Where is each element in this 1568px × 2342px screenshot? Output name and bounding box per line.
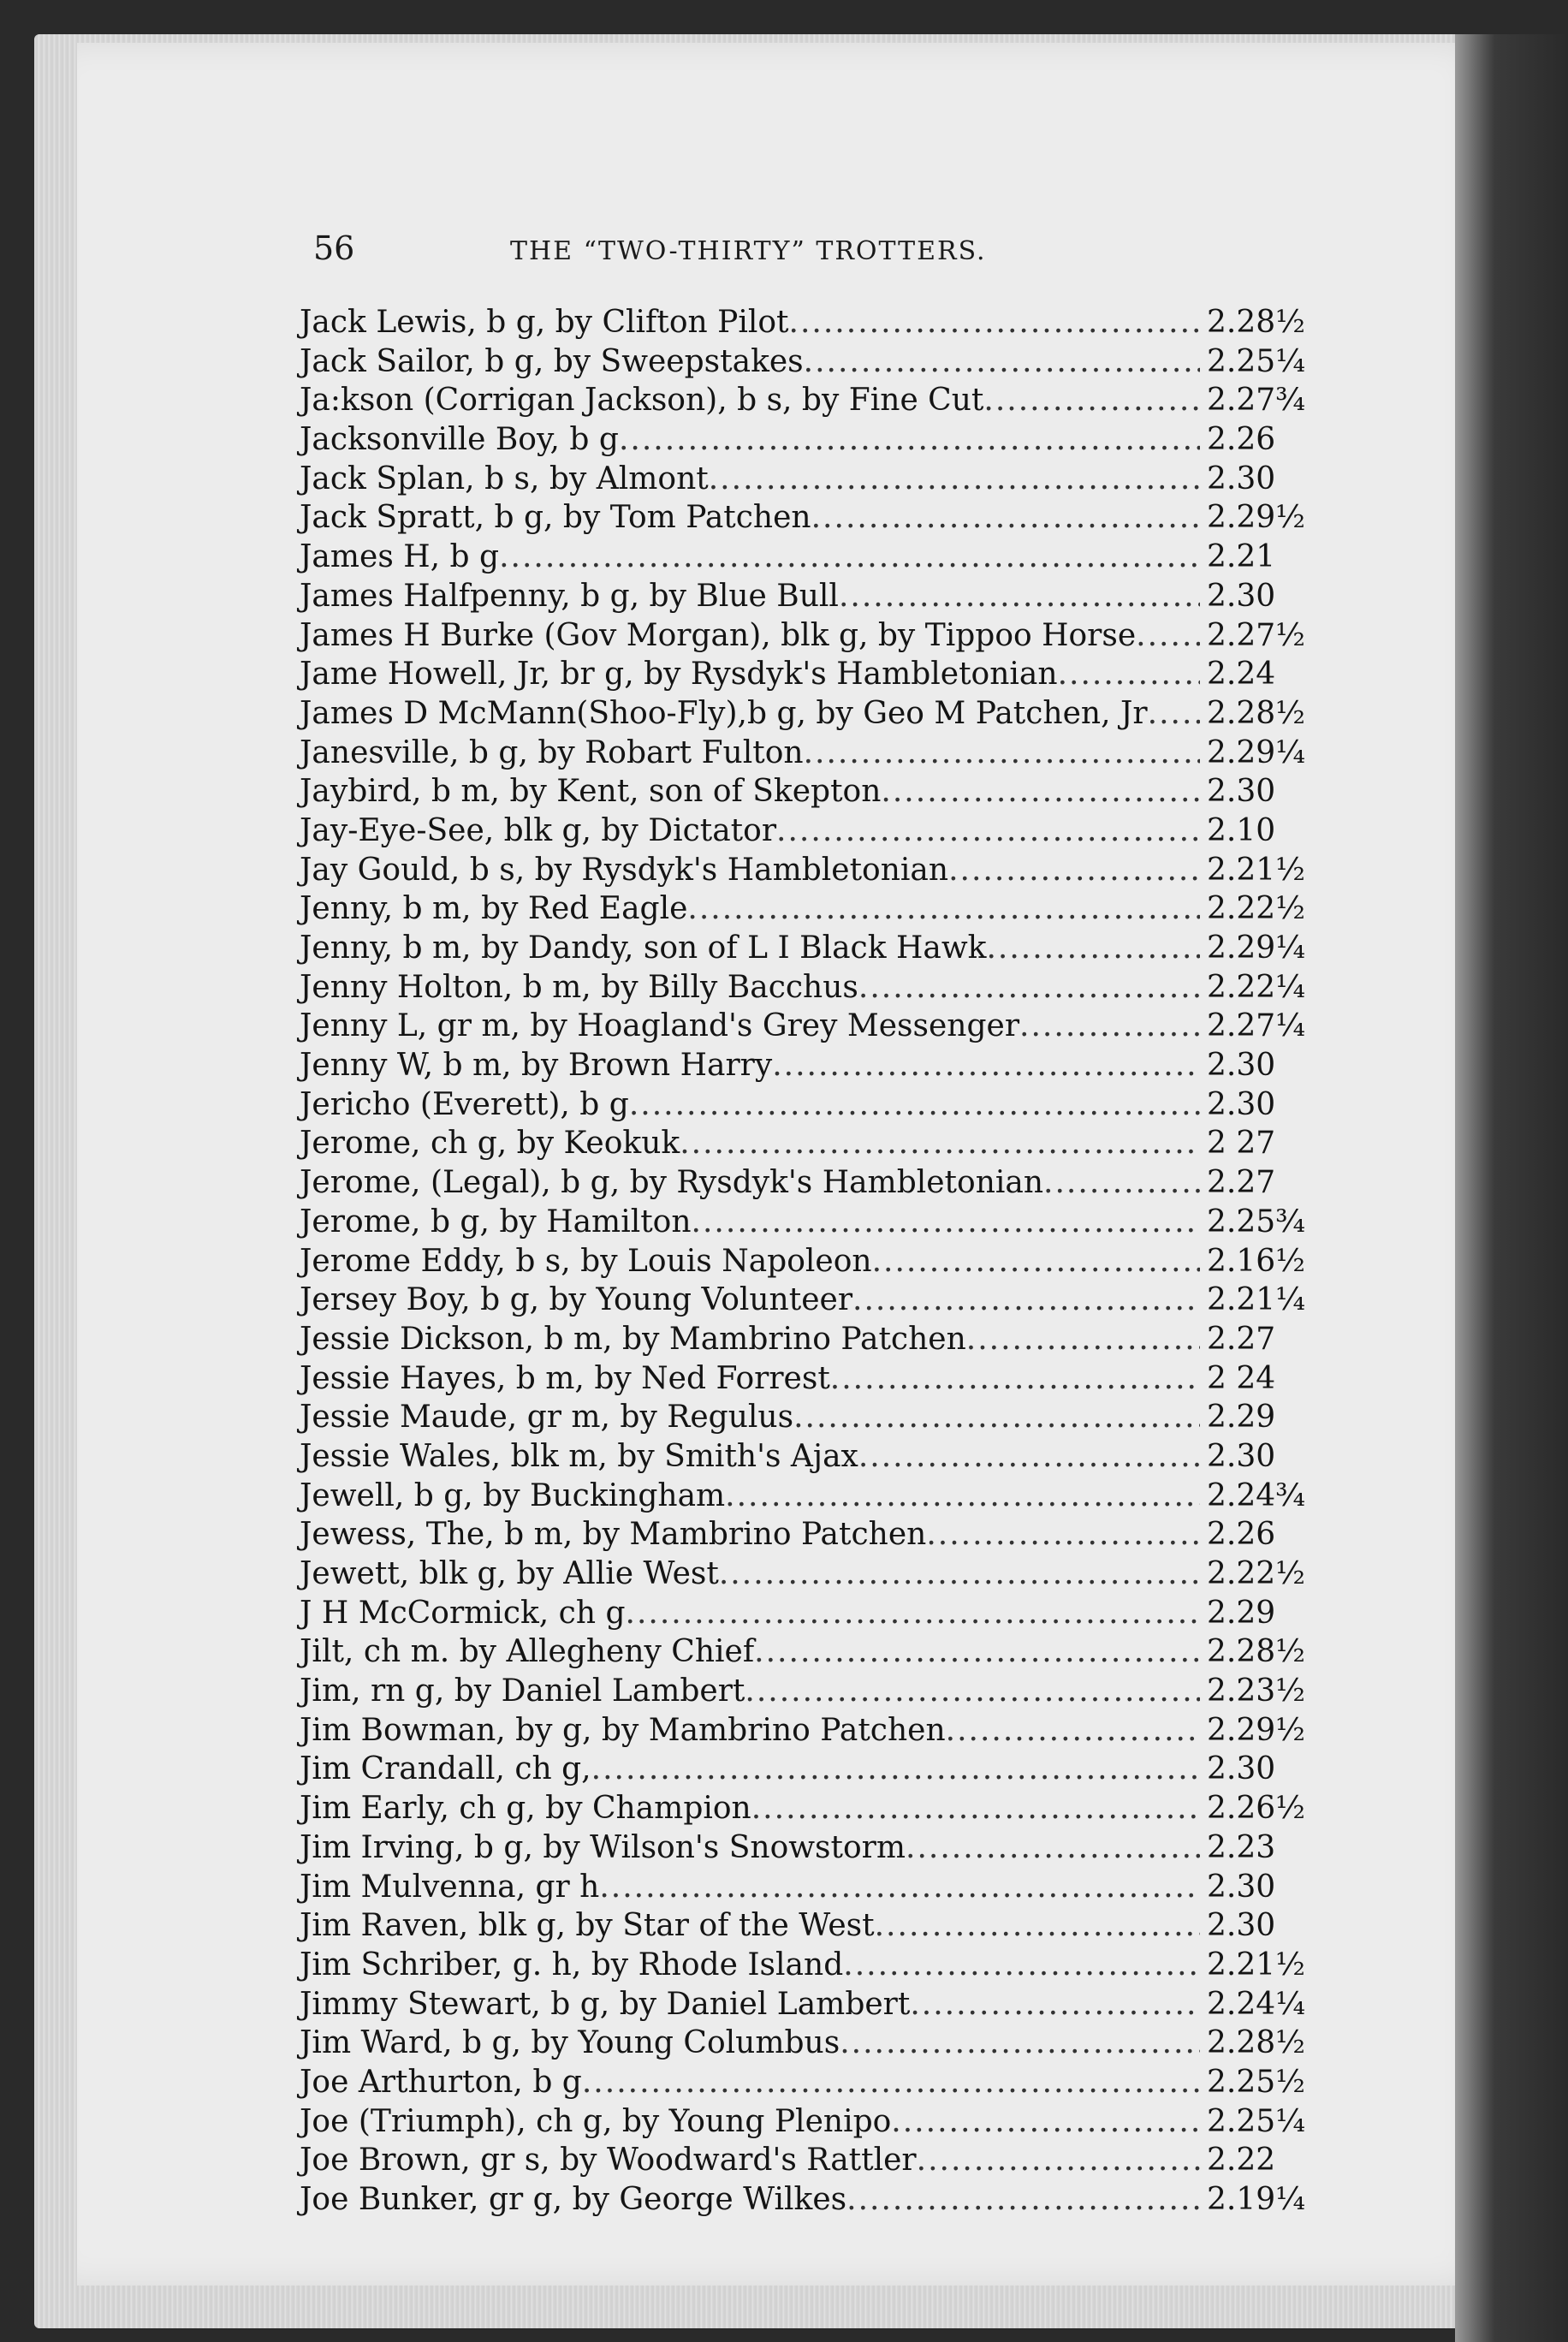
race-time: 2.16½ (1207, 1243, 1306, 1279)
dot-leader (875, 1906, 1200, 1946)
list-item (300, 538, 1292, 577)
horse-name: Jacksonville Boy, b g (300, 422, 619, 458)
list-item (300, 929, 1306, 968)
race-time: 2.27 (1207, 1165, 1276, 1201)
dot-leader (843, 1946, 1200, 1985)
dot-leader (830, 1359, 1200, 1399)
list-item (300, 1868, 1292, 1907)
horse-name: Jim, rn g, by Daniel Lambert (300, 1673, 745, 1709)
dot-leader (811, 498, 1200, 538)
dot-leader (1148, 694, 1200, 734)
list-item (300, 1789, 1306, 1828)
list-item (300, 498, 1306, 538)
dot-leader (917, 2141, 1200, 2180)
horse-name: Jericho (Everett), b g (300, 1086, 629, 1122)
race-time: 2.26½ (1207, 1791, 1306, 1827)
horse-name: James H, b g (300, 539, 500, 575)
horse-name: Jim Mulvenna, gr h (300, 1869, 600, 1905)
dot-leader (754, 1632, 1200, 1672)
race-time: 2.29 (1207, 1400, 1276, 1436)
dot-leader (772, 1046, 1200, 1085)
dot-leader (910, 1985, 1200, 2024)
list-item (300, 342, 1306, 382)
dot-leader (1136, 616, 1200, 656)
horse-name: Jack Lewis, b g, by Clifton Pilot (300, 305, 789, 340)
horse-name: Jenny, b m, by Dandy, son of L I Black Hawk (300, 930, 987, 966)
horse-name: James D McMann(Shoo-Fly),b g, by Geo M Patchen, Jr (300, 695, 1148, 731)
dot-leader (789, 303, 1200, 342)
horse-name: Jerome, b g, by Hamilton (300, 1204, 692, 1239)
dot-leader (751, 1789, 1200, 1828)
list-item (300, 655, 1292, 694)
list-item (300, 851, 1306, 890)
race-time: 2.30 (1207, 774, 1276, 810)
book-gutter-shadow (1455, 34, 1568, 2342)
list-item (300, 1437, 1292, 1477)
dot-leader (846, 2180, 1200, 2220)
race-time: 2.21½ (1207, 852, 1306, 888)
race-time: 2.28½ (1207, 2025, 1306, 2061)
horse-name: J H McCormick, ch g (300, 1595, 626, 1631)
dot-leader (840, 2024, 1200, 2063)
dot-leader (599, 1868, 1200, 1907)
dot-leader (858, 968, 1200, 1008)
dot-leader (1019, 1007, 1200, 1046)
list-item (300, 381, 1306, 420)
list-item (300, 968, 1306, 1008)
horse-name: Jessie Maude, gr m, by Regulus (300, 1400, 794, 1436)
race-time: 2.19¼ (1207, 2182, 1306, 2217)
race-time: 2.29¼ (1207, 734, 1306, 770)
list-item (300, 1594, 1292, 1633)
dot-leader (709, 460, 1200, 499)
horse-name: Jersey Boy, b g, by Young Volunteer (300, 1282, 853, 1318)
horse-name: Jack Splan, b s, by Almont (300, 461, 709, 496)
dot-leader (858, 1437, 1200, 1477)
dot-leader (591, 1750, 1200, 1789)
list-item (300, 772, 1292, 811)
list-item (300, 1281, 1306, 1320)
dot-leader (687, 889, 1200, 929)
race-time: 2.25¼ (1207, 343, 1306, 379)
list-item (300, 1163, 1292, 1203)
race-time: 2.21 (1207, 539, 1276, 575)
horse-name: Jewett, blk g, by Allie West (300, 1556, 719, 1591)
dot-leader (906, 1828, 1200, 1868)
dot-leader (852, 1281, 1200, 1320)
list-item (300, 1554, 1306, 1594)
race-time: 2.30 (1207, 461, 1276, 496)
list-item (300, 460, 1292, 499)
dot-leader (839, 577, 1200, 616)
dot-leader (680, 1124, 1200, 1163)
list-item (300, 1046, 1292, 1085)
race-time: 2.21¼ (1207, 1282, 1306, 1318)
horse-name: Jerome Eddy, b s, by Louis Napoleon (300, 1243, 872, 1279)
horse-name: Jimmy Stewart, b g, by Daniel Lambert (300, 1986, 911, 2022)
race-time: 2.21½ (1207, 1947, 1306, 1982)
dot-leader (946, 1711, 1200, 1751)
list-item (300, 1906, 1292, 1946)
race-time: 2.26 (1207, 1517, 1276, 1553)
dot-leader (582, 2063, 1200, 2102)
horse-name: Ja:kson (Corrigan Jackson), b s, by Fine Cut (300, 383, 984, 419)
race-time: 2.24¾ (1207, 1477, 1306, 1513)
horse-name: Jim Bowman, by g, by Mambrino Patchen (300, 1712, 946, 1748)
dot-leader (926, 1515, 1200, 1554)
horse-name: Jerome, (Legal), b g, by Rysdyk's Hambletonian (300, 1165, 1044, 1201)
horse-name: Jack Spratt, b g, by Tom Patchen (300, 500, 811, 536)
dot-leader (804, 342, 1200, 382)
race-time: 2.10 (1207, 812, 1276, 848)
list-item (300, 1007, 1306, 1046)
horse-name: Jewell, b g, by Buckingham (300, 1477, 726, 1513)
list-item (300, 1398, 1292, 1437)
race-time: 2.30 (1207, 1751, 1276, 1787)
list-item (300, 1203, 1306, 1242)
horse-name: Jilt, ch m. by Allegheny Chief (300, 1634, 755, 1670)
list-item (300, 1750, 1292, 1789)
race-time: 2.25½ (1207, 2064, 1306, 2100)
horse-name: Jerome, ch g, by Keokuk (300, 1126, 680, 1162)
horse-name: Jessie Wales, blk m, by Smith's Ajax (300, 1438, 858, 1474)
dot-leader (1043, 1163, 1200, 1203)
list-item (300, 1946, 1306, 1985)
horse-name: Janesville, b g, by Robart Fulton (300, 734, 804, 770)
dot-leader (983, 381, 1200, 420)
race-time: 2.22¼ (1207, 969, 1306, 1005)
list-item (300, 2063, 1306, 2102)
list-item (300, 2102, 1306, 2142)
race-time: 2.30 (1207, 1869, 1276, 1905)
dot-leader (793, 1398, 1200, 1437)
horse-name: Jenny Holton, b m, by Billy Bacchus (300, 969, 858, 1005)
race-time: 2.24¼ (1207, 1986, 1306, 2022)
race-time: 2.30 (1207, 1086, 1276, 1122)
race-time: 2.28½ (1207, 305, 1306, 340)
dot-leader (719, 1554, 1200, 1594)
dot-leader (745, 1672, 1200, 1711)
race-time: 2 24 (1207, 1360, 1276, 1396)
horse-name: Jack Sailor, b g, by Sweepstakes (300, 343, 804, 379)
race-time: 2.28½ (1207, 695, 1306, 731)
horse-name: Jewess, The, b m, by Mambrino Patchen (300, 1517, 927, 1553)
list-item (300, 694, 1306, 734)
list-item (300, 1711, 1306, 1751)
dot-leader (804, 734, 1200, 773)
race-time: 2.27½ (1207, 617, 1306, 653)
dot-leader (881, 772, 1200, 811)
dot-leader (629, 1085, 1200, 1125)
race-time: 2.29½ (1207, 1712, 1306, 1748)
dot-leader (948, 851, 1200, 890)
dot-leader (891, 2102, 1200, 2142)
trotter-list (300, 303, 1306, 2220)
page-header (313, 229, 1280, 272)
list-item (300, 420, 1292, 460)
race-time: 2.25¾ (1207, 1204, 1306, 1239)
race-time: 2.23 (1207, 1829, 1276, 1865)
list-item (300, 1085, 1292, 1125)
list-item (300, 1242, 1306, 1281)
list-item (300, 1477, 1306, 1516)
race-time: 2.22½ (1207, 891, 1306, 927)
race-time: 2 27 (1207, 1126, 1276, 1162)
horse-name: Jenny, b m, by Red Eagle (300, 891, 688, 927)
horse-name: Jessie Dickson, b m, by Mambrino Patchen (300, 1321, 966, 1357)
race-time: 2.25¼ (1207, 2103, 1306, 2139)
race-time: 2.23½ (1207, 1673, 1306, 1709)
dot-leader (499, 538, 1200, 577)
horse-name: Jim Schriber, g. h, by Rhode Island (300, 1947, 844, 1982)
list-item (300, 1632, 1306, 1672)
horse-name: Jim Ward, b g, by Young Columbus (300, 2025, 840, 2061)
race-time: 2.26 (1207, 422, 1276, 458)
list-item (300, 1828, 1292, 1868)
dot-leader (725, 1477, 1200, 1516)
dot-leader (872, 1242, 1200, 1281)
race-time: 2.22 (1207, 2143, 1276, 2179)
horse-name: Jim Irving, b g, by Wilson's Snowstorm (300, 1829, 906, 1865)
list-item (300, 303, 1306, 342)
horse-name: James H Burke (Gov Morgan), blk g, by Tippoo Horse (300, 617, 1137, 653)
race-time: 2.30 (1207, 578, 1276, 614)
race-time: 2.27¼ (1207, 1008, 1306, 1044)
horse-name: Jim Crandall, ch g, (300, 1751, 591, 1787)
list-item (300, 734, 1306, 773)
horse-name: Jenny L, gr m, by Hoagland's Grey Messenger (300, 1008, 1020, 1044)
race-time: 2.22½ (1207, 1556, 1306, 1591)
list-item (300, 616, 1306, 656)
race-time: 2.28½ (1207, 1634, 1306, 1670)
race-time: 2.29½ (1207, 500, 1306, 536)
dot-leader (692, 1203, 1200, 1242)
race-time: 2.24 (1207, 657, 1276, 692)
race-time: 2.30 (1207, 1908, 1276, 1944)
dot-leader (619, 420, 1200, 460)
list-item (300, 2141, 1292, 2180)
race-time: 2.27¾ (1207, 383, 1306, 419)
race-time: 2.29 (1207, 1595, 1276, 1631)
horse-name: James Halfpenny, b g, by Blue Bull (300, 578, 839, 614)
dot-leader (626, 1594, 1200, 1633)
horse-name: Jay-Eye-See, blk g, by Dictator (300, 812, 777, 848)
page-number: 56 (313, 229, 355, 267)
race-time: 2.29¼ (1207, 930, 1306, 966)
dot-leader (986, 929, 1200, 968)
horse-name: Jenny W, b m, by Brown Harry (300, 1048, 773, 1084)
running-title: THE “TWO-THIRTY” TROTTERS. (510, 236, 987, 266)
list-item (300, 811, 1292, 851)
dot-leader (1058, 655, 1200, 694)
list-item (300, 889, 1306, 929)
horse-name: Jim Raven, blk g, by Star of the West (300, 1908, 875, 1944)
race-time: 2.27 (1207, 1321, 1276, 1357)
list-item (300, 2180, 1306, 2220)
horse-name: Joe Brown, gr s, by Woodward's Rattler (300, 2143, 917, 2179)
horse-name: Joe Bunker, gr g, by George Wilkes (300, 2182, 847, 2217)
list-item (300, 2024, 1306, 2063)
list-item (300, 1515, 1292, 1554)
horse-name: Joe Arthurton, b g (300, 2064, 582, 2100)
horse-name: Jaybird, b m, by Kent, son of Skepton (300, 774, 882, 810)
dot-leader (776, 811, 1200, 851)
dot-leader (966, 1320, 1200, 1359)
horse-name: Jim Early, ch g, by Champion (300, 1791, 751, 1827)
list-item (300, 1359, 1292, 1399)
list-item (300, 1985, 1306, 2024)
list-item (300, 1672, 1306, 1711)
horse-name: Jay Gould, b s, by Rysdyk's Hambletonian (300, 852, 949, 888)
list-item (300, 1124, 1292, 1163)
list-item (300, 577, 1292, 616)
horse-name: Jame Howell, Jr, br g, by Rysdyk's Hambletonian (300, 657, 1058, 692)
horse-name: Jessie Hayes, b m, by Ned Forrest (300, 1360, 830, 1396)
race-time: 2.30 (1207, 1438, 1276, 1474)
race-time: 2.30 (1207, 1048, 1276, 1084)
list-item (300, 1320, 1292, 1359)
horse-name: Joe (Triumph), ch g, by Young Plenipo (300, 2103, 892, 2139)
